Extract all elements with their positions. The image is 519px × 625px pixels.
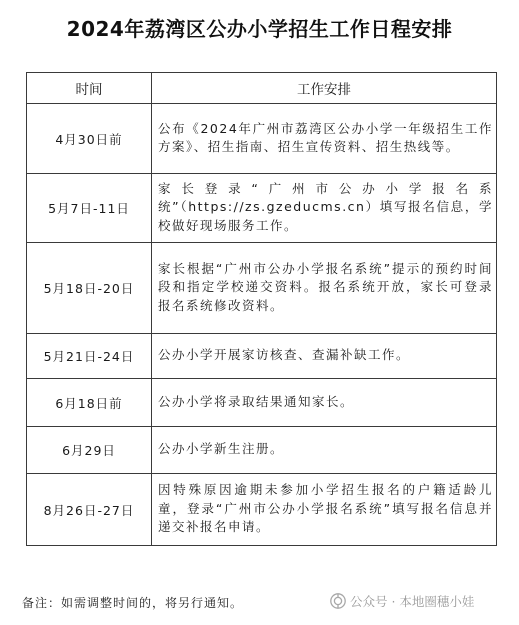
- table-row: [27, 334, 497, 379]
- table-row: [27, 474, 497, 546]
- time-cell: 5月21日-24日: [27, 334, 152, 379]
- task-cell: 因特殊原因逾期未参加小学招生报名的户籍适龄儿童，登录“广州市公办小学报名系统”填写报名信息并递交补报名申请。: [152, 474, 497, 546]
- table-row: [27, 243, 497, 334]
- task-cell: 公办小学将录取结果通知家长。: [152, 379, 497, 427]
- time-cell: 8月26日-27日: [27, 474, 152, 546]
- watermark-text: 公众号 · 本地圈穗小娃: [350, 594, 475, 609]
- table-row: [27, 174, 497, 243]
- table-row: [27, 104, 497, 174]
- time-cell: 6月18日前: [27, 379, 152, 427]
- time-cell: 4月30日前: [27, 104, 152, 174]
- watermark: [330, 592, 474, 610]
- header-task: 工作安排: [152, 73, 497, 104]
- header-time: 时间: [27, 73, 152, 104]
- wechat-official-account-icon: [330, 593, 346, 609]
- task-cell: 公办小学新生注册。: [152, 427, 497, 474]
- schedule-table: [26, 72, 497, 546]
- task-cell: 公布《2024年广州市荔湾区公办小学一年级招生工作方案》、招生指南、招生宣传资料、招生热线等。: [152, 104, 497, 174]
- table-row: [27, 379, 497, 427]
- footer-note: 备注：如需调整时间的，将另行通知。: [22, 596, 244, 610]
- task-cell: 公办小学开展家访核查、查漏补缺工作。: [152, 334, 497, 379]
- time-cell: 5月18日-20日: [27, 243, 152, 334]
- task-cell: 家长根据“广州市公办小学报名系统”提示的预约时间段和指定学校递交资料。报名系统开放，家长可登录报名系统修改资料。: [152, 243, 497, 334]
- time-cell: 5月7日-11日: [27, 174, 152, 243]
- table-row: [27, 427, 497, 474]
- table-header-row: [27, 73, 497, 104]
- task-cell: 家长登录“广州市公办小学报名系统”（https://zs.gzeducms.cn）填写报名信息，学校做好现场服务工作。: [152, 174, 497, 243]
- page-title: 2024年荔湾区公办小学招生工作日程安排: [66, 17, 453, 41]
- time-cell: 6月29日: [27, 427, 152, 474]
